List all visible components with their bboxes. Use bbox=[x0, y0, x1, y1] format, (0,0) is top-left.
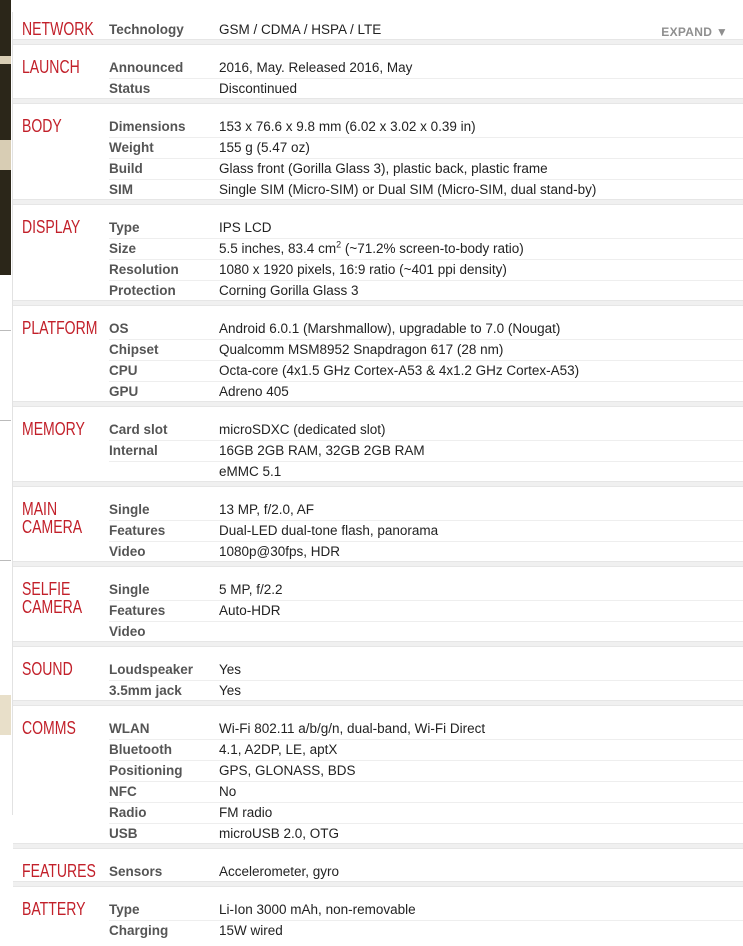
spec-label[interactable]: Protection bbox=[109, 283, 176, 298]
spec-row bbox=[13, 382, 743, 403]
section-divider bbox=[13, 39, 743, 45]
section-body bbox=[13, 109, 743, 205]
spec-row bbox=[13, 601, 743, 622]
section-divider bbox=[13, 300, 743, 306]
spec-value: 4.1, A2DP, LE, aptX bbox=[219, 742, 338, 757]
spec-value: 15W wired bbox=[219, 923, 283, 938]
spec-label[interactable]: Chipset bbox=[109, 342, 159, 357]
spec-row bbox=[13, 340, 743, 361]
section-memory bbox=[13, 412, 743, 487]
category-memory[interactable]: MEMORY bbox=[22, 419, 85, 439]
spec-row bbox=[13, 462, 743, 483]
spec-row bbox=[13, 117, 743, 138]
spec-value: Glass front (Gorilla Glass 3), plastic back, plastic frame bbox=[219, 161, 548, 176]
spec-label[interactable]: Card slot bbox=[109, 422, 168, 437]
spec-row bbox=[13, 420, 743, 441]
section-divider bbox=[13, 401, 743, 407]
section-divider bbox=[13, 98, 743, 104]
spec-value: Li-Ion 3000 mAh, non-removable bbox=[219, 902, 416, 917]
spec-value-part: (~71.2% screen-to-body ratio) bbox=[341, 241, 524, 256]
spec-value: 2016, May. Released 2016, May bbox=[219, 60, 413, 75]
specs-table bbox=[12, 12, 743, 938]
spec-value: 16GB 2GB RAM, 32GB 2GB RAM bbox=[219, 443, 425, 458]
category-launch[interactable]: LAUNCH bbox=[22, 57, 80, 77]
category-battery[interactable]: BATTERY bbox=[22, 899, 86, 919]
spec-row bbox=[13, 361, 743, 382]
spec-label[interactable]: GPU bbox=[109, 384, 139, 399]
category-platform[interactable]: PLATFORM bbox=[22, 318, 98, 338]
spec-row bbox=[13, 824, 743, 845]
spec-label[interactable]: Radio bbox=[109, 805, 147, 820]
spec-label[interactable]: NFC bbox=[109, 784, 137, 799]
section-divider bbox=[13, 481, 743, 487]
spec-label[interactable]: Type bbox=[109, 220, 140, 235]
page-edge-strip bbox=[0, 0, 11, 815]
spec-value: GPS, GLONASS, BDS bbox=[219, 763, 356, 778]
spec-row bbox=[13, 622, 743, 643]
expand-button[interactable]: EXPAND ▼ bbox=[661, 25, 728, 39]
spec-row bbox=[13, 521, 743, 542]
spec-label[interactable]: Technology bbox=[109, 22, 184, 37]
spec-row bbox=[13, 319, 743, 340]
spec-row bbox=[13, 500, 743, 521]
spec-value: Accelerometer, gyro bbox=[219, 864, 340, 879]
spec-value: Qualcomm MSM8952 Snapdragon 617 (28 nm) bbox=[219, 342, 504, 357]
spec-value: Discontinued bbox=[219, 81, 298, 96]
spec-row bbox=[13, 740, 743, 761]
spec-row bbox=[13, 803, 743, 824]
spec-label[interactable]: Status bbox=[109, 81, 151, 96]
spec-row bbox=[13, 79, 743, 100]
spec-label[interactable]: Features bbox=[109, 523, 166, 538]
spec-row bbox=[13, 580, 743, 601]
spec-label[interactable]: Features bbox=[109, 603, 166, 618]
spec-value: Dual-LED dual-tone flash, panorama bbox=[219, 523, 439, 538]
spec-label[interactable]: Announced bbox=[109, 60, 184, 75]
spec-row bbox=[13, 862, 743, 883]
spec-row bbox=[13, 260, 743, 281]
spec-value: microUSB 2.0, OTG bbox=[219, 826, 340, 841]
section-main-camera bbox=[13, 492, 743, 567]
spec-row bbox=[13, 719, 743, 740]
category-selfie-camera[interactable]: SELFIE CAMERA bbox=[22, 579, 83, 617]
category-main-camera[interactable]: MAIN CAMERA bbox=[22, 499, 83, 537]
section-divider bbox=[13, 700, 743, 706]
spec-value: 1080p@30fps, HDR bbox=[219, 544, 341, 559]
spec-value: Corning Gorilla Glass 3 bbox=[219, 283, 359, 298]
spec-label[interactable]: Resolution bbox=[109, 262, 179, 277]
spec-value: No bbox=[219, 784, 237, 799]
spec-label[interactable]: Positioning bbox=[109, 763, 183, 778]
spec-row bbox=[13, 660, 743, 681]
spec-label[interactable]: Bluetooth bbox=[109, 742, 172, 757]
spec-value-part: 5.5 inches, 83.4 cm bbox=[219, 241, 337, 256]
spec-value: 155 g (5.47 oz) bbox=[219, 140, 310, 155]
spec-label[interactable]: Build bbox=[109, 161, 143, 176]
spec-value: Wi-Fi 802.11 a/b/g/n, dual-band, Wi-Fi Direct bbox=[219, 721, 486, 736]
spec-label[interactable]: Type bbox=[109, 902, 140, 917]
spec-row bbox=[13, 218, 743, 239]
section-platform bbox=[13, 311, 743, 407]
category-features[interactable]: FEATURES bbox=[22, 861, 96, 881]
spec-value: 5 MP, f/2.2 bbox=[219, 582, 283, 597]
spec-label[interactable]: Sensors bbox=[109, 864, 163, 879]
spec-label[interactable]: USB bbox=[109, 826, 138, 841]
spec-value: eMMC 5.1 bbox=[219, 464, 282, 479]
spec-label[interactable]: Single bbox=[109, 502, 150, 517]
spec-label[interactable]: OS bbox=[109, 321, 129, 336]
spec-label[interactable]: Internal bbox=[109, 443, 158, 458]
spec-label[interactable]: Weight bbox=[109, 140, 154, 155]
spec-label[interactable]: Size bbox=[109, 241, 137, 256]
spec-label[interactable]: SIM bbox=[109, 182, 134, 197]
spec-value: IPS LCD bbox=[219, 220, 272, 235]
spec-row bbox=[13, 782, 743, 803]
category-body[interactable]: BODY bbox=[22, 116, 62, 136]
spec-value: microSDXC (dedicated slot) bbox=[219, 422, 386, 437]
spec-value: Single SIM (Micro-SIM) or Dual SIM (Micro-SIM, dual stand-by) bbox=[219, 182, 597, 197]
spec-row bbox=[13, 761, 743, 782]
spec-value: 153 x 76.6 x 9.8 mm (6.02 x 3.02 x 0.39 in) bbox=[219, 119, 476, 134]
spec-value: Adreno 405 bbox=[219, 384, 289, 399]
category-sound[interactable]: SOUND bbox=[22, 659, 73, 679]
superscript: 2 bbox=[336, 239, 342, 250]
section-selfie-camera bbox=[13, 572, 743, 647]
spec-label[interactable]: 3.5mm jack bbox=[109, 683, 182, 698]
spec-value: 13 MP, f/2.0, AF bbox=[219, 502, 315, 517]
spec-label[interactable]: Video bbox=[109, 544, 146, 559]
spec-value: Auto-HDR bbox=[219, 603, 281, 618]
section-divider bbox=[13, 561, 743, 567]
section-launch bbox=[13, 50, 743, 104]
spec-label[interactable]: Charging bbox=[109, 923, 169, 938]
section-sound bbox=[13, 652, 743, 706]
category-network[interactable]: NETWORK bbox=[22, 19, 94, 39]
section-display bbox=[13, 210, 743, 306]
section-divider bbox=[13, 843, 743, 849]
section-comms bbox=[13, 711, 743, 849]
spec-label[interactable]: Video bbox=[109, 624, 146, 639]
spec-row bbox=[13, 542, 743, 563]
section-divider bbox=[13, 199, 743, 205]
section-divider bbox=[13, 881, 743, 887]
section-divider bbox=[13, 641, 743, 647]
spec-label[interactable]: Single bbox=[109, 582, 150, 597]
spec-row bbox=[13, 159, 743, 180]
spec-value: 1080 x 1920 pixels, 16:9 ratio (~401 ppi density) bbox=[219, 262, 507, 277]
spec-label[interactable]: Loudspeaker bbox=[109, 662, 194, 677]
section-battery bbox=[13, 892, 743, 946]
spec-label[interactable]: CPU bbox=[109, 363, 138, 378]
spec-value: Yes bbox=[219, 662, 242, 677]
category-comms[interactable]: COMMS bbox=[22, 718, 76, 738]
spec-label[interactable]: WLAN bbox=[109, 721, 150, 736]
spec-row bbox=[13, 239, 743, 260]
spec-row bbox=[13, 921, 743, 942]
spec-value: GSM / CDMA / HSPA / LTE bbox=[219, 22, 382, 37]
spec-value: Android 6.0.1 (Marshmallow), upgradable to 7.0 (Nougat) bbox=[219, 321, 561, 336]
spec-label[interactable]: Dimensions bbox=[109, 119, 186, 134]
spec-row bbox=[13, 138, 743, 159]
spec-row bbox=[13, 900, 743, 921]
spec-row bbox=[13, 180, 743, 201]
spec-row bbox=[13, 58, 743, 79]
spec-value bbox=[219, 241, 524, 256]
spec-row bbox=[13, 441, 743, 462]
spec-row bbox=[13, 281, 743, 302]
spec-value: Yes bbox=[219, 683, 242, 698]
category-display[interactable]: DISPLAY bbox=[22, 217, 81, 237]
spec-row bbox=[13, 20, 743, 41]
spec-value: FM radio bbox=[219, 805, 273, 820]
spec-row bbox=[13, 681, 743, 702]
spec-value: Octa-core (4x1.5 GHz Cortex-A53 & 4x1.2 GHz Cortex-A53) bbox=[219, 363, 580, 378]
